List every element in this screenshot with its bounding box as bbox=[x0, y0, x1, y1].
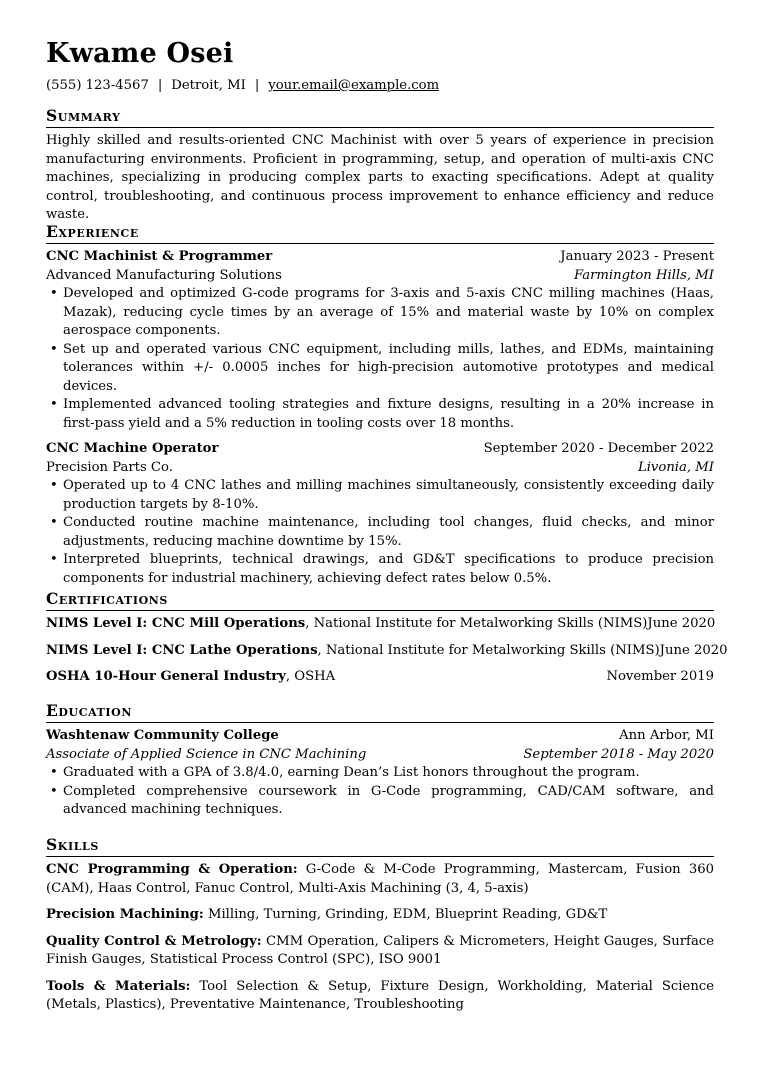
certification-issuer: , National Institute for Metalworking Skills (NIMS) bbox=[305, 616, 648, 631]
job-title: CNC Machinist & Programmer bbox=[46, 249, 273, 264]
job-company-row bbox=[46, 267, 714, 286]
summary-heading: Summary bbox=[46, 106, 714, 128]
skill-row bbox=[46, 978, 714, 1015]
certification-name: NIMS Level I: CNC Lathe Operations bbox=[46, 642, 318, 658]
location-text: Detroit, MI bbox=[171, 78, 246, 93]
list-item: • Interpreted blueprints, technical drawings, and GD&T specifications to produce precision components for industrial machinery, achieving defect rates below 0.5%. bbox=[46, 551, 714, 588]
certification-row bbox=[46, 615, 714, 634]
certification-date: June 2020 bbox=[659, 642, 728, 658]
certification-issuer: , OSHA bbox=[285, 669, 336, 684]
job-title-row bbox=[46, 440, 714, 459]
education-heading: Education bbox=[46, 701, 714, 723]
list-item: • Operated up to 4 CNC lathes and milling machines simultaneously, consistently exceeding daily production targets by 8-10%. bbox=[46, 477, 714, 514]
job-entry bbox=[46, 248, 714, 433]
phone-number: (555) 123-4567 bbox=[46, 78, 149, 93]
contact-line bbox=[46, 77, 439, 95]
job-location: Farmington Hills, MI bbox=[573, 267, 714, 283]
skills-heading: Skills bbox=[46, 835, 714, 857]
skill-label: CNC Programming & Operation: bbox=[46, 862, 298, 877]
certifications-section bbox=[46, 589, 728, 695]
list-item: • Set up and operated various CNC equipment, including mills, lathes, and EDMs, maintaining tolerances within +/- 0.0005 inches for high-precision automotive prototypes and medical devices. bbox=[46, 341, 714, 397]
email-link[interactable]: your.email@example.com bbox=[268, 78, 440, 93]
contact-separator: | bbox=[254, 78, 260, 93]
skill-text: Milling, Turning, Grinding, EDM, Blueprint Reading, GD&T bbox=[203, 907, 608, 922]
job-dates: September 2020 - December 2022 bbox=[483, 441, 714, 456]
job-bullets bbox=[46, 477, 714, 588]
skill-label: Tools & Materials: bbox=[46, 978, 191, 994]
skill-row bbox=[46, 906, 714, 925]
job-company-row bbox=[46, 459, 714, 478]
experience-heading: Experience bbox=[46, 222, 714, 244]
degree-name: Associate of Applied Science in CNC Machining bbox=[46, 746, 367, 762]
school-row bbox=[46, 727, 714, 746]
job-location: Livonia, MI bbox=[637, 459, 714, 475]
certification-row bbox=[46, 668, 714, 687]
job-title-row bbox=[46, 248, 714, 267]
experience-section bbox=[46, 222, 714, 595]
contact-separator: | bbox=[157, 78, 163, 93]
skill-text: Tool Selection & Setup, Fixture Design, Workholding, Material Science (Metals, Plastics), Preventative Maintenance, Troubleshooting bbox=[46, 978, 714, 1012]
school-location: Ann Arbor, MI bbox=[619, 728, 714, 743]
candidate-name: Kwame Osei bbox=[46, 38, 234, 69]
job-entry bbox=[46, 440, 714, 588]
list-item: • Implemented advanced tooling strategies and fixture designs, resulting in a 20% increase in first-pass yield and a 5% reduction in tooling costs over 18 months. bbox=[46, 396, 714, 433]
list-item: • Developed and optimized G-code programs for 3-axis and 5-axis CNC milling machines (Haas, Mazak), reducing cycle times by an average of 15% and material waste by 10% on complex aerospace components. bbox=[46, 285, 714, 341]
job-company: Precision Parts Co. bbox=[46, 459, 173, 475]
certification-issuer: , National Institute for Metalworking Skills (NIMS) bbox=[317, 642, 660, 658]
job-bullets bbox=[46, 285, 714, 433]
certifications-heading: Certifications bbox=[46, 589, 714, 611]
certification-name: OSHA 10-Hour General Industry bbox=[46, 669, 286, 684]
skill-row bbox=[46, 861, 714, 898]
skill-label: Quality Control & Metrology: bbox=[46, 933, 262, 949]
education-section bbox=[46, 701, 714, 820]
skill-label: Precision Machining: bbox=[46, 907, 204, 922]
certification-date: June 2020 bbox=[647, 616, 716, 631]
summary-section bbox=[46, 106, 714, 225]
school-name: Washtenaw Community College bbox=[46, 728, 279, 743]
degree-dates: September 2018 - May 2020 bbox=[523, 746, 714, 762]
certification-date: November 2019 bbox=[606, 669, 714, 684]
summary-text: Highly skilled and results-oriented CNC Machinist with over 5 years of experience in precision manufacturing environments. Proficient in programming, setup, and operation of multi-axis CNC machines, specializing in producing complex parts to exacting specifications. Adept at quality control, troubleshooting, and continuous process improvement to enhance efficiency and reduce waste. bbox=[46, 133, 714, 222]
skill-text: G-Code & M-Code Programming, Mastercam, Fusion 360 (CAM), Haas Control, Fanuc Control, Multi-Axis Machining (3, 4, 5-axis) bbox=[46, 862, 714, 896]
list-item: • Conducted routine machine maintenance, including tool changes, fluid checks, and minor adjustments, reducing machine downtime by 15%. bbox=[46, 514, 714, 551]
degree-row bbox=[46, 746, 714, 765]
list-item: • Completed comprehensive coursework in G-Code programming, CAD/CAM software, and advanced machining techniques. bbox=[46, 783, 714, 820]
job-title: CNC Machine Operator bbox=[46, 441, 219, 456]
education-bullets bbox=[46, 764, 714, 820]
certification-row bbox=[46, 642, 728, 661]
job-company: Advanced Manufacturing Solutions bbox=[46, 267, 282, 283]
job-dates: January 2023 - Present bbox=[560, 249, 714, 264]
skill-text: CMM Operation, Calipers & Micrometers, Height Gauges, Surface Finish Gauges, Statistical Process Control (SPC), ISO 9001 bbox=[46, 933, 714, 967]
skills-section bbox=[46, 835, 714, 1023]
list-item: • Graduated with a GPA of 3.8/4.0, earning Dean’s List honors throughout the program. bbox=[46, 764, 714, 783]
skill-row bbox=[46, 933, 714, 970]
certification-name: NIMS Level I: CNC Mill Operations bbox=[46, 616, 306, 631]
